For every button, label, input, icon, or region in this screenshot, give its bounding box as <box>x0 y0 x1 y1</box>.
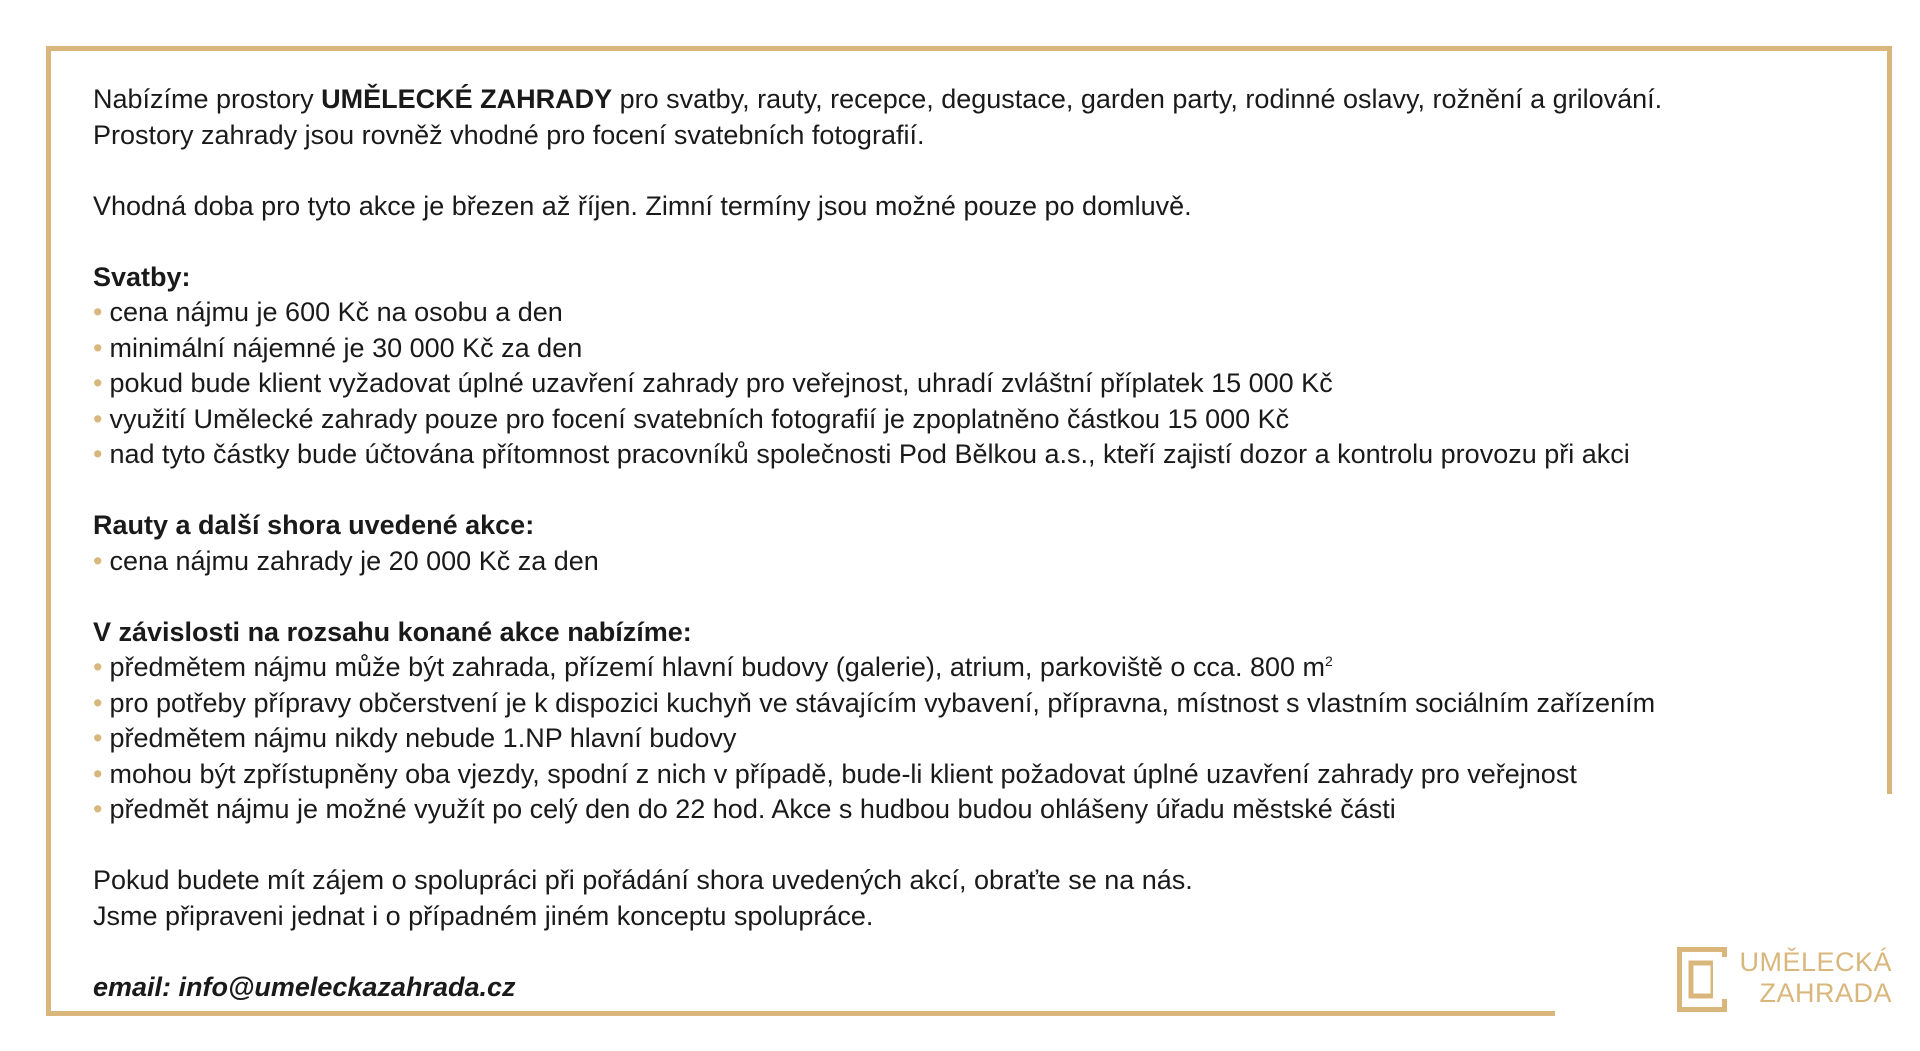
list-item <box>93 686 1873 722</box>
season-text: Vhodná doba pro tyto akce je březen až říjen. Zimní termíny jsou možné pouze po domluvě. <box>93 190 1192 221</box>
logo-line2: ZAHRADA <box>1759 978 1892 1008</box>
superscript-2: 2 <box>1325 653 1333 669</box>
offer-list <box>93 650 1873 828</box>
list-item-text: předmět nájmu je možné využít po celý den do 22 hod. Akce s hudbou budou ohlášeny úřadu městské části <box>109 794 1396 824</box>
bullet-icon: • <box>93 794 103 824</box>
list-item <box>93 544 1873 580</box>
list-item-text: nad tyto částky bude účtována přítomnost pracovníků společnosti Pod Bělkou a.s., kteří zajistí dozor a kontrolu provozu při akci <box>109 439 1630 469</box>
brand-logo <box>1677 947 1892 1012</box>
intro-line1-suffix: pro svatby, rauty, recepce, degustace, garden party, rodinné oslavy, rožnění a grilování. <box>612 84 1663 114</box>
intro-line2: Prostory zahrady jsou rovněž vhodné pro focení svatebních fotografií. <box>93 119 925 150</box>
catering-list <box>93 544 1873 580</box>
closing-line2: Jsme připraveni jednat i o případném jiném konceptu spolupráce. <box>93 900 874 931</box>
list-item <box>93 295 1873 331</box>
spacer <box>93 473 1873 509</box>
offer-heading: V závislosti na rozsahu konané akce nabízíme: <box>93 616 692 647</box>
list-item-text: pro potřeby přípravy občerstvení je k dispozici kuchyň ve stávajícím vybavení, přípravna, místnost s vlastním sociálním zařízením <box>109 687 1656 718</box>
spacer <box>93 934 1873 970</box>
spacer <box>93 579 1873 615</box>
intro-line1-prefix: Nabízíme prostory <box>93 84 322 114</box>
frame-right-border <box>1887 46 1892 794</box>
bullet-icon: • <box>93 439 103 469</box>
list-item-text: mohou být zpřístupněny oba vjezdy, spodní z nich v případě, bude-li klient požadovat úplné uzavření zahrady pro veřejnost <box>109 758 1577 789</box>
weddings-heading: Svatby: <box>93 261 191 292</box>
spacer <box>93 224 1873 260</box>
bullet-icon: • <box>93 332 103 363</box>
closing-line1: Pokud budete mít zájem o spolupráci při pořádání shora uvedených akcí, obraťte se na nás. <box>93 865 1193 895</box>
main-content <box>93 82 1873 1005</box>
list-item <box>93 366 1873 402</box>
intro-brand-name: UMĚLECKÉ ZAHRADY <box>321 84 613 114</box>
list-item <box>93 437 1873 473</box>
bullet-icon: • <box>93 723 103 753</box>
intro-paragraph <box>93 82 1873 118</box>
logo-line1: UMĚLECKÁ <box>1739 947 1892 977</box>
bullet-icon: • <box>93 758 103 789</box>
list-item-text: předmětem nájmu může být zahrada, přízemí hlavní budovy (galerie), atrium, parkoviště o cca. 800 m <box>109 652 1325 682</box>
list-item <box>93 650 1873 686</box>
list-item <box>93 721 1873 757</box>
spacer <box>93 828 1873 864</box>
bullet-icon: • <box>93 545 103 576</box>
weddings-list <box>93 295 1873 473</box>
list-item-text: využití Umělecké zahrady pouze pro focení svatebních fotografií je zpoplatněno částkou 15 000 Kč <box>109 403 1290 434</box>
frame-bottom-border <box>46 1011 1555 1016</box>
bullet-icon: • <box>93 652 103 682</box>
bullet-icon: • <box>93 297 103 327</box>
bullet-icon: • <box>93 687 103 718</box>
square-bracket-logo-icon <box>1677 947 1727 1012</box>
logo-wordmark <box>1735 947 1892 1009</box>
list-item-text: předmětem nájmu nikdy nebude 1.NP hlavní budovy <box>109 723 737 753</box>
list-item <box>93 792 1873 828</box>
frame-top-border <box>46 46 1892 51</box>
list-item <box>93 331 1873 367</box>
email-link[interactable]: email: info@umeleckazahrada.cz <box>93 971 516 1002</box>
list-item-text: cena nájmu zahrady je 20 000 Kč za den <box>109 545 599 576</box>
list-item-text: minimální nájemné je 30 000 Kč za den <box>109 332 583 363</box>
spacer <box>93 153 1873 189</box>
list-item <box>93 757 1873 793</box>
bullet-icon: • <box>93 403 103 434</box>
list-item-text: cena nájmu je 600 Kč na osobu a den <box>109 297 563 327</box>
list-item-text: pokud bude klient vyžadovat úplné uzavření zahrady pro veřejnost, uhradí zvláštní příplatek 15 000 Kč <box>109 368 1333 398</box>
catering-heading: Rauty a další shora uvedené akce: <box>93 510 535 540</box>
frame-left-border <box>46 46 51 1016</box>
list-item <box>93 402 1873 438</box>
bullet-icon: • <box>93 368 103 398</box>
